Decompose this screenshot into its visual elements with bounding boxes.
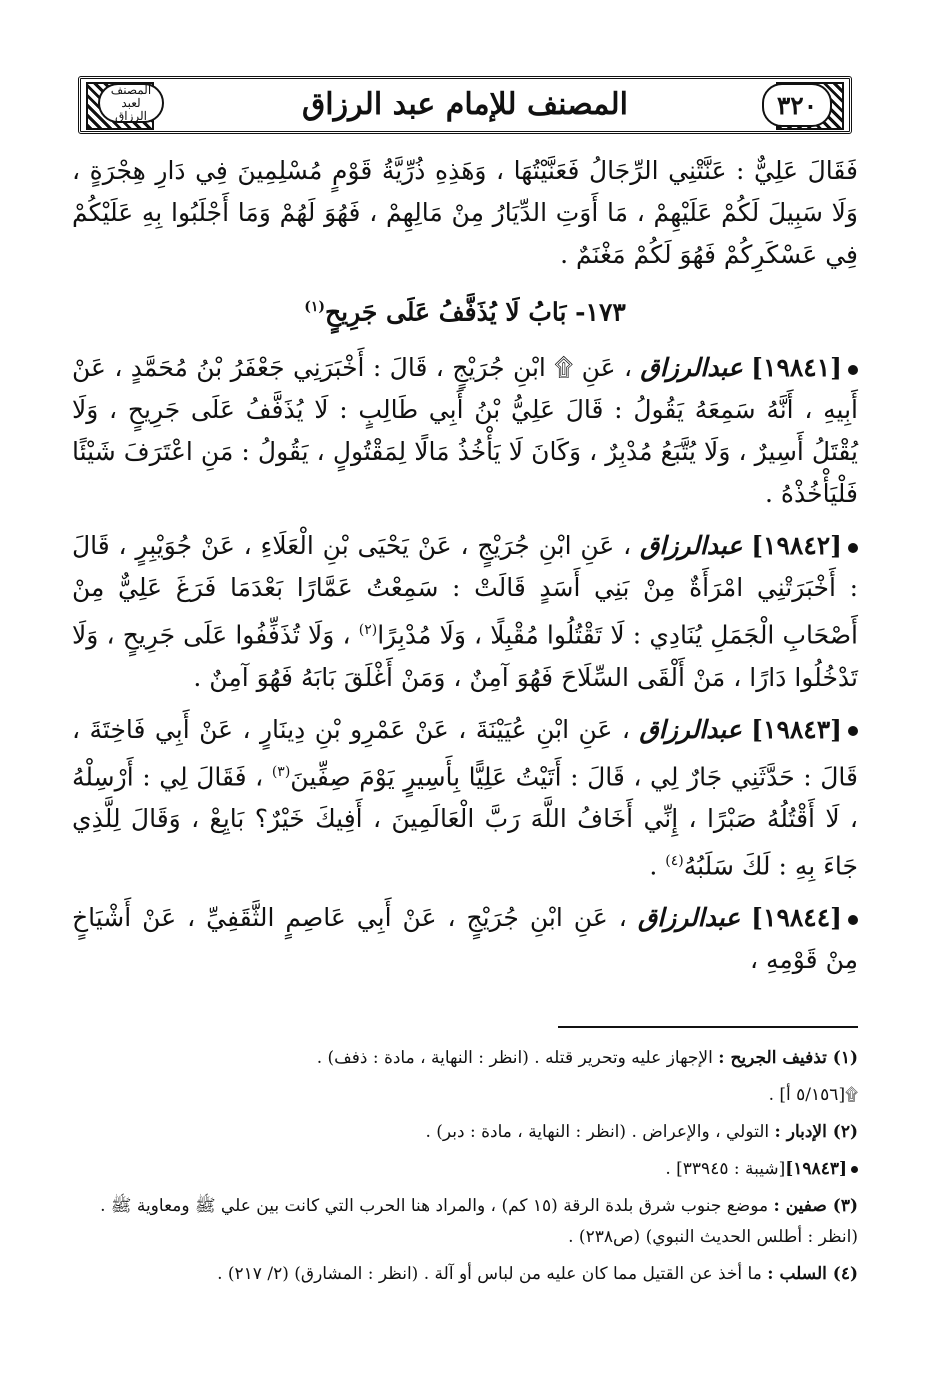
hadith-entry — [72, 709, 858, 888]
footnote — [72, 1259, 858, 1290]
footnote-text: [شيبة : ٣٣٩٤٥] . — [665, 1159, 786, 1179]
footnote-ref[interactable]: (٣) — [271, 763, 291, 780]
hadith-source: عبدالرزاق — [637, 903, 741, 933]
footnote-text: التولي ، والإعراض . (انظر : النهاية ، مادة : دبر) . — [425, 1122, 770, 1142]
footnote-label: (٢) الإدبار : — [774, 1122, 858, 1142]
footnote-text: الإجهاز عليه وتحرير قتله . (انظر : النهاية ، مادة : ذفف) . — [316, 1048, 713, 1068]
footnote — [72, 1117, 858, 1148]
hadith-number: [١٩٨٤٤] — [751, 903, 842, 933]
hadith-source: عبدالرزاق — [640, 353, 743, 383]
hadith-entry — [72, 525, 858, 698]
footnote-text: ۩[٥/١٥٦ أ] . — [768, 1085, 858, 1105]
hadith-number: [١٩٨٤١] — [751, 353, 842, 383]
footnote-text: ما أخذ عن القتيل مما كان عليه من لباس أو آلة . (انظر : المشارق) (٢/ ٢١٧) . — [217, 1264, 762, 1284]
bullet-icon — [848, 365, 858, 375]
footnote-ref[interactable]: (٤) — [665, 852, 684, 869]
bullet-icon — [848, 543, 858, 553]
chapter-heading — [72, 286, 858, 333]
bullet-icon — [851, 1166, 858, 1173]
bullet-icon — [848, 726, 858, 736]
footnote — [72, 1191, 858, 1253]
footnote — [72, 1080, 858, 1111]
hadith-source: عبدالرزاق — [640, 531, 743, 561]
chapter-title: ١٧٣- بَابُ لَا يُذَفَّفُ عَلَى جَرِيحٍ — [324, 297, 626, 327]
page-header — [78, 76, 852, 134]
hadith-text-continued: ، وَلَا تُذَفِّفُوا عَلَى جَرِيحٍ ، وَلَا تَدْخُلُوا دَارًا ، مَنْ أَلْقَى السِّلَاحَ فَهُوَ آمِنٌ ، وَمَنْ أَغْلَقَ بَابَهُ فَهُوَ آمِنٌ . — [72, 620, 858, 692]
running-title: المصنف للإمام عبد الرزاق — [302, 86, 628, 122]
footnote-label: (٤) السلب : — [767, 1264, 858, 1284]
footnote — [72, 1154, 858, 1185]
hadith-entry — [72, 347, 858, 515]
hadith-text: ، عَنِ ابْنِ جُرَيْجٍ ، عَنْ يَحْيَى بْنِ الْعَلَاءِ ، عَنْ جُوَيْبِرٍ ، قَالَ : أَخْبَرَتْنِي امْرَأَةٌ مِنْ بَنِي أَسَدٍ قَالَتْ : سَمِعْتُ عَمَّارًا بَعْدَمَا فَرَغَ عَلِيٌّ مِنْ أَصْحَابِ الْجَمَلِ يُنَادِي : لَا تَقْتُلُوا مُقْبِلًا ، وَلَا مُدْبِرًا — [72, 531, 858, 650]
footnote-label: (١) تذفيف الجريح : — [718, 1048, 858, 1068]
footnote-label: [١٩٨٤٣] — [785, 1159, 847, 1179]
footnote — [72, 1043, 858, 1074]
footnote-label: (٣) صفين : — [773, 1196, 858, 1216]
footnotes — [72, 1043, 858, 1296]
footnote-ref[interactable]: (١) — [304, 299, 325, 315]
hadith-entry — [72, 897, 858, 981]
hadith-number: [١٩٨٤٣] — [751, 714, 842, 744]
bullet-icon — [848, 915, 858, 925]
footnote-separator — [558, 1026, 858, 1028]
hadith-text-end: . — [649, 851, 658, 881]
emblem-badge: المصنف لعبد الرزاق — [98, 83, 164, 123]
hadith-text: ، عَنِ ابْنِ جُرَيْجٍ ، عَنْ أَبِي عَاصِمٍ الثَّقَفِيِّ ، عَنْ أَشْيَاخٍ مِنْ قَوْمِهِ ، — [72, 903, 858, 975]
footnote-text: موضع جنوب شرق بلدة الرقة (١٥ كم) ، والمراد هنا الحرب التي كانت بين علي ﷺ ومعاوية ﷺ . (انظر : أطلس الحديث النبوي) (ص٢٣٨) . — [100, 1196, 858, 1247]
hadith-text: ، عَنِ ابْنِ عُيَيْنَةَ ، عَنْ عَمْرِو بْنِ دِينَارٍ ، عَنْ أَبِي فَاخِتَةَ ، قَالَ : حَدَّثَنِي جَارٌ لِي ، قَالَ : أَتَيْتُ عَلِيًّا بِأَسِيرٍ يَوْمَ صِفِّينَ — [72, 714, 858, 791]
main-text — [72, 150, 858, 991]
hadith-source: عبدالرزاق — [639, 714, 742, 744]
page-number: ٣٢٠ — [762, 83, 832, 127]
hadith-text-continued: ، فَقَالَ لِي : أَرْسِلْهُ ، لَا أَقْتُلُهُ صَبْرًا ، إِنِّي أَخَافُ اللَّهَ رَبَّ الْعَالَمِينَ ، أَفِيكَ خَيْرٌ؟ بَايِعْ ، وَقَالَ لِلَّذِي جَاءَ بِهِ : لَكَ سَلَبُهُ — [72, 761, 858, 881]
intro-paragraph: فَقَالَ عَلِيٌّ : عَنَّتْنِي الرِّجَالُ فَعَنَّيْتُهَا ، وَهَذِهِ ذُرِّيَّةُ قَوْمٍ مُسْلِمِينَ فِي دَارِ هِجْرَةٍ ، وَلَا سَبِيلَ لَكُمْ عَلَيْهِمْ ، مَا أَوَتِ الدِّيَارُ مِنْ مَالِهِمْ ، فَهُوَ لَهُمْ وَمَا أَجْلَبُوا بِهِ عَلَيْكُمْ فِي عَسْكَرِكُمْ فَهُوَ لَكُمْ مَغْنَمٌ . — [72, 156, 858, 269]
footnote-ref[interactable]: (٢) — [358, 622, 378, 639]
hadith-number: [١٩٨٤٢] — [751, 531, 843, 561]
hadith-text: ، عَنِ ۩ ابْنِ جُرَيْجٍ ، قَالَ : أَخْبَرَنِي جَعْفَرُ بْنُ مُحَمَّدٍ ، عَنْ أَبِيهِ ، أَنَّهُ سَمِعَهُ يَقُولُ : قَالَ عَلِيُّ بْنُ أَبِي طَالِبٍ : لَا يُذَفَّفُ عَلَى جَرِيحٍ ، وَلَا يُقْتَلُ أَسِيرٌ ، وَلَا يُتَّبَعُ مُدْبِرٌ ، وَكَانَ لَا يَأْخُذُ مَالًا لِمَقْتُولٍ ، يَقُولُ : مَنِ اعْتَرَفَ شَيْئًا فَلْيَأْخُذْهُ . — [72, 353, 858, 509]
